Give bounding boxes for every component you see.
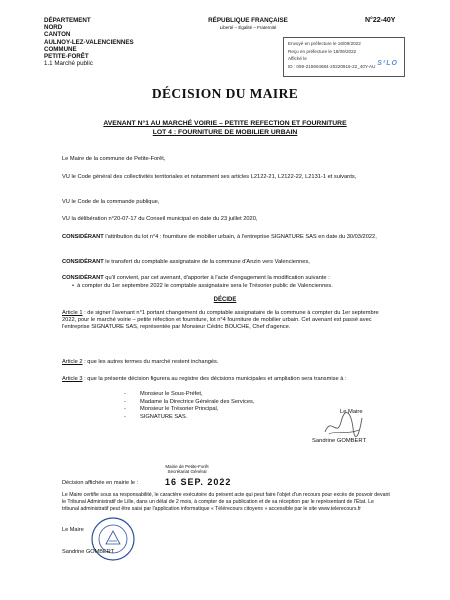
- considerant-avenant-text: qu'il convient, par cet avenant, d'apporter à l'acte d'engagement la modification suivante :: [103, 275, 330, 281]
- decide-heading: DÉCIDE: [213, 297, 237, 303]
- considerant-avenant: [62, 275, 380, 282]
- page-title: DÉCISION DU MAIRE: [151, 86, 299, 101]
- header-category: 1.1 Marché public: [44, 60, 93, 68]
- article-1: [62, 310, 380, 332]
- bullet-text: à compter du 1er septembre 2022 le comptable assignataire sera le Trésorier public de Valenciennes.: [77, 283, 333, 289]
- article-2-label: Article 2: [62, 359, 83, 365]
- recipient-item: - Madame la Directrice Générale des Services,: [124, 398, 255, 405]
- header-commune: COMMUNE: [44, 45, 77, 53]
- recipient-text: Monsieur le Sous-Préfet,: [140, 391, 203, 397]
- receipt-stamp: [152, 464, 222, 475]
- considerant-label: CONSIDÉRANT: [62, 259, 104, 265]
- stamp-sent-line: Envoyé en préfecture le 16/09/2022: [288, 41, 361, 46]
- recipients-list: [124, 391, 290, 421]
- recipient-text: Monsieur le Trésorier Principal,: [140, 406, 219, 413]
- publication-date: 16 SEP. 2022: [165, 477, 232, 487]
- subtitle-line-2: LOT 4 : FOURNITURE DE MOBILIER URBAIN: [152, 128, 298, 136]
- header-canton-name: AULNOY-LEZ-VALENCIENNES: [44, 38, 134, 46]
- bottom-signature-name: Sandrine GOMBERT: [62, 549, 115, 555]
- considerant-label: CONSIDÉRANT: [62, 275, 104, 281]
- recipient-text: SIGNATURE SAS.: [140, 413, 188, 420]
- header-canton: CANTON: [44, 31, 71, 39]
- header-commune-name: PETITE-FORÊT: [44, 53, 89, 61]
- article-2: [62, 359, 380, 366]
- article-1-label: Article 1: [62, 310, 83, 316]
- stamp-id-line: ID : 059-215904684-20220916-22_40Y-AU: [288, 63, 376, 69]
- bottom-signature-role: Le Maire: [62, 527, 84, 533]
- article-3: [62, 376, 380, 383]
- publication-label: Décision affichée en mairie le :: [62, 480, 139, 486]
- header-department: DÉPARTEMENT: [44, 17, 91, 24]
- recipient-text: Madame la Directrice Générale des Services,: [140, 398, 255, 405]
- bullet-glyph: •: [72, 283, 78, 289]
- considerant-label: CONSIDÉRANT: [62, 234, 104, 240]
- header-republic: [188, 17, 308, 31]
- signature-name: Sandrine GOMBERT: [312, 438, 367, 444]
- article-3-label: Article 3: [62, 376, 83, 382]
- subtitle-line-1: AVENANT N°1 AU MARCHÉ VOIRIE – PETITE REFECTION ET FOURNITURE: [103, 120, 347, 127]
- vu-commande-publique: VU le Code de la commande publique,: [62, 199, 160, 205]
- article-3-text: : que la présente décision figurera au registre des décisions municipales et ampliation sera transmise à :: [82, 376, 347, 382]
- vu-cgct: VU le Code général des collectivités territoriales et notamment ses articles L2122-21, L2122-22, L2131-1 et suivants,: [62, 174, 357, 180]
- stamp-received-line: Reçu en préfecture le 16/09/2022: [288, 48, 357, 54]
- legal-notice: Le Maire certifie sous sa responsabilité, le caractère exécutoire du présent acte qui peut faire l'objet d'un recours pour excès de pouvoir devant le Tribunal Administratif de Lille, dans un délai de 2 mois, à compter de sa publication et de sa réception par le représentant de l'État. Le tribunal administratif peut être saisi par l'application informatique « Télérecours citoyens » accessible par le site www.telerecours.fr: [62, 492, 390, 512]
- considerant-bullet: [72, 283, 372, 290]
- considerant-attribution-text: l'attribution du lot n°4 : fourniture de mobilier urbain, à l'entreprise SIGNATURE SAS en date du 30/03/2022,: [103, 234, 377, 240]
- republic-title: RÉPUBLIQUE FRANÇAISE: [208, 17, 288, 24]
- page-subtitle: [40, 120, 410, 137]
- article-2-text: : que les autres termes du marché restent inchangés.: [82, 359, 219, 365]
- header-left-block: [44, 17, 164, 67]
- s2lo-logo: S²LO: [377, 60, 398, 67]
- stamp-posted-line: Affiché le: [288, 56, 307, 62]
- receipt-line-1: Mairie de Petite-Forêt: [165, 464, 209, 469]
- considerant-transfert: [62, 259, 380, 266]
- considerant-attribution: [62, 234, 380, 241]
- recipient-item: - Monsieur le Trésorier Principal,: [124, 406, 219, 413]
- mayor-intro: Le Maire de la commune de Petite-Forêt,: [62, 156, 166, 162]
- receipt-line-2: Secrétariat Général: [167, 469, 207, 475]
- handwritten-signature: [323, 408, 363, 440]
- signature-role: Le Maire: [340, 409, 363, 415]
- recipient-item: - SIGNATURE SAS.: [124, 413, 188, 420]
- considerant-transfert-text: le transfert du comptable assignataire de la commune d'Anzin vers Valenciennes,: [103, 259, 310, 265]
- decision-reference: N°22-40Y: [365, 17, 396, 24]
- article-1-text: : de signer l'avenant n°1 portant changement du comptable assignataire de la commune à compter du 1er septembre 2022, pour le marché voirie – petite réfection et fourniture, lot n°4 fourniture de mobilier urbain. Cet avenant est passé avec l'entreprise SIGNATURE SAS, représentée par Monsieur Cédric BOUCHE, Chef d'agence.: [62, 310, 379, 331]
- republic-motto: Liberté – Égalité – Fraternité: [219, 25, 277, 30]
- recipient-item: - Monsieur le Sous-Préfet,: [124, 391, 203, 397]
- prefecture-stamp: [283, 37, 405, 77]
- header-department-name: NORD: [44, 24, 63, 32]
- commune-seal-icon: [90, 516, 136, 562]
- vu-deliberation: VU la délibération n°20-07-17 du Conseil municipal en date du 23 juillet 2020,: [62, 216, 258, 222]
